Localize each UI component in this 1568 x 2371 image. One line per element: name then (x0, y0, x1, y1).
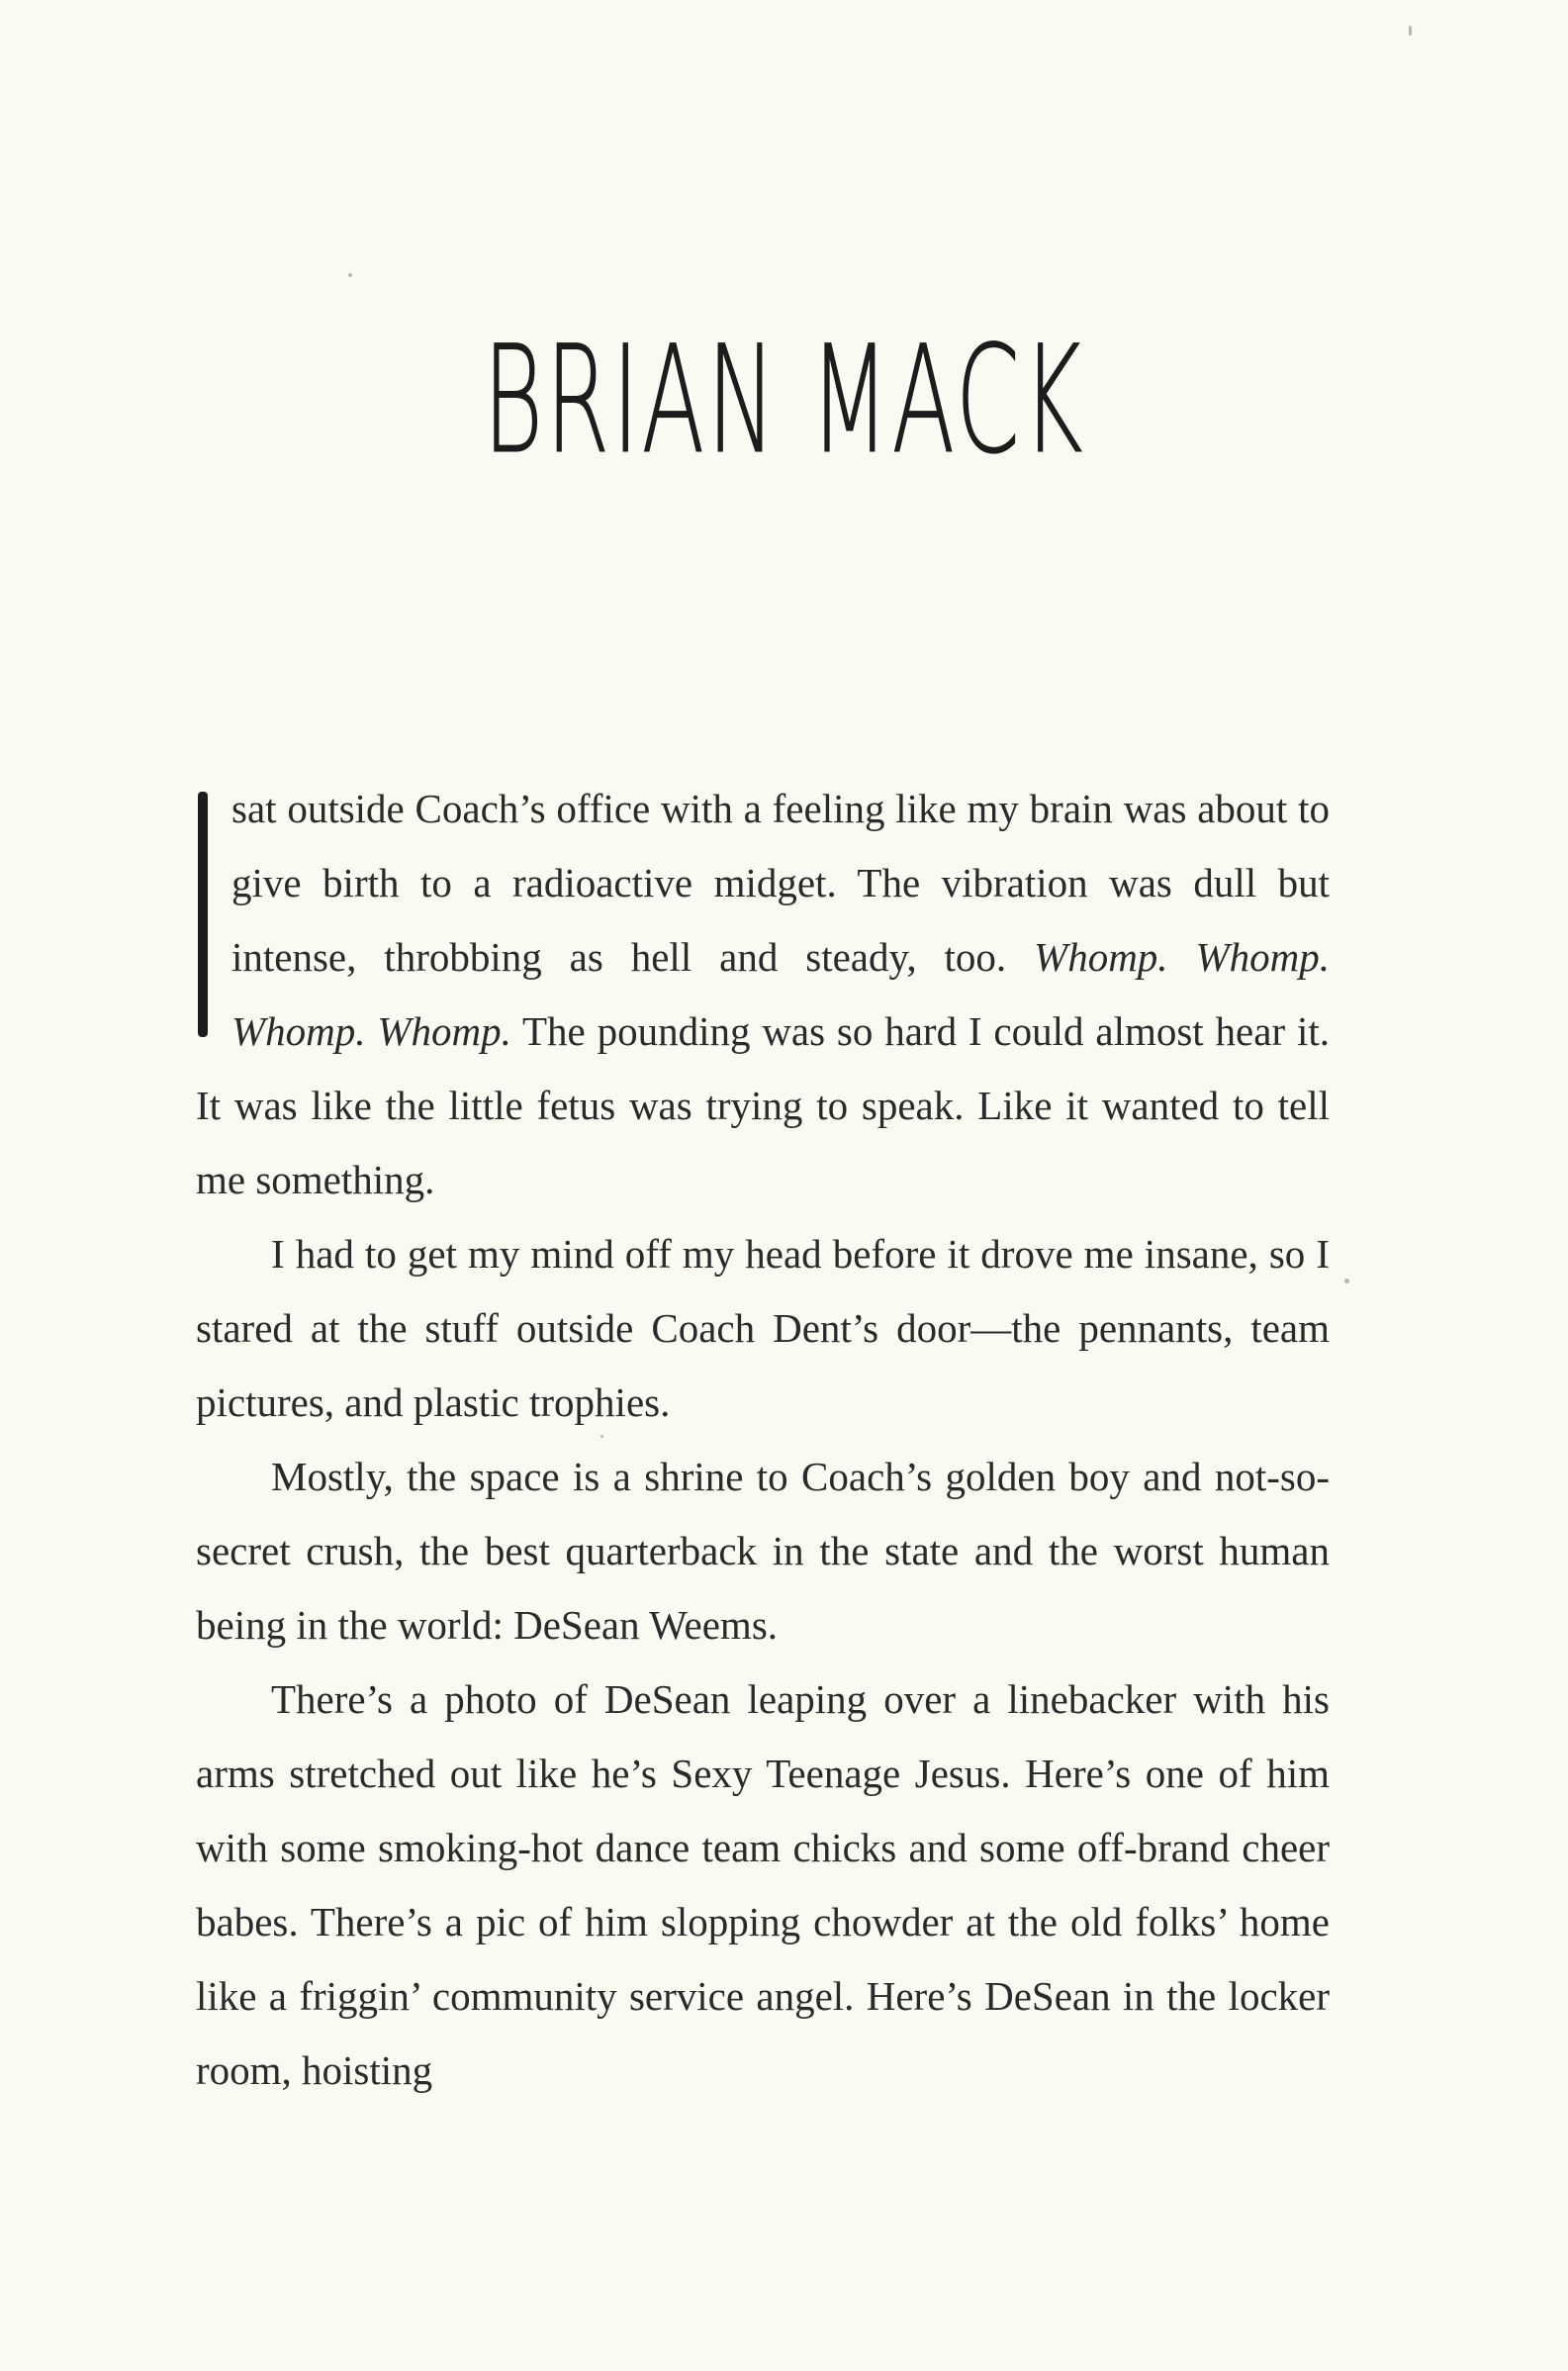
scan-speck (1344, 1279, 1349, 1283)
paragraph-1 (196, 772, 1330, 1217)
scan-speck (1409, 26, 1412, 36)
paragraph-1-text: sat outside Coach’s office with a feeling like my brain was about to give birth to a radioactive midget. The vibration was dull but intense, throbbing as hell and steady, too. (231, 786, 1330, 980)
paragraph-1-rest: The pounding was so hard I could almost hear it. It was like the little fetus was trying to speak. Like it wanted to tell me something. (196, 1008, 1330, 1202)
paragraph-1-italic: Whomp. Whomp. Whomp. Whomp. (231, 934, 1330, 1054)
paragraph-3: Mostly, the space is a shrine to Coach’s golden boy and not-so-secret crush, the best quarterback in the state and the worst human being in the world: DeSean Weems. (196, 1454, 1330, 1648)
chapter-body (196, 772, 1330, 2108)
chapter-title: BRIAN MACK (483, 315, 1085, 487)
paragraph-2: I had to get my mind off my head before it drove me insane, so I stared at the stuff outside Coach Dent’s door—the pennants, team pictures, and plastic trophies. (196, 1231, 1330, 1425)
scan-speck (348, 273, 352, 277)
drop-cap (198, 792, 208, 1037)
paragraph-4: There’s a photo of DeSean leaping over a linebacker with his arms stretched out like he’s Sexy Teenage Jesus. Here’s one of him with some smoking-hot dance team chicks and some off-brand cheer babes. There’s a pic of him slopping chowder at the old folks’ home like a friggin’ community service angel. Here’s DeSean in the locker room, hoisting (196, 1676, 1330, 2093)
scan-speck (600, 1435, 603, 1438)
